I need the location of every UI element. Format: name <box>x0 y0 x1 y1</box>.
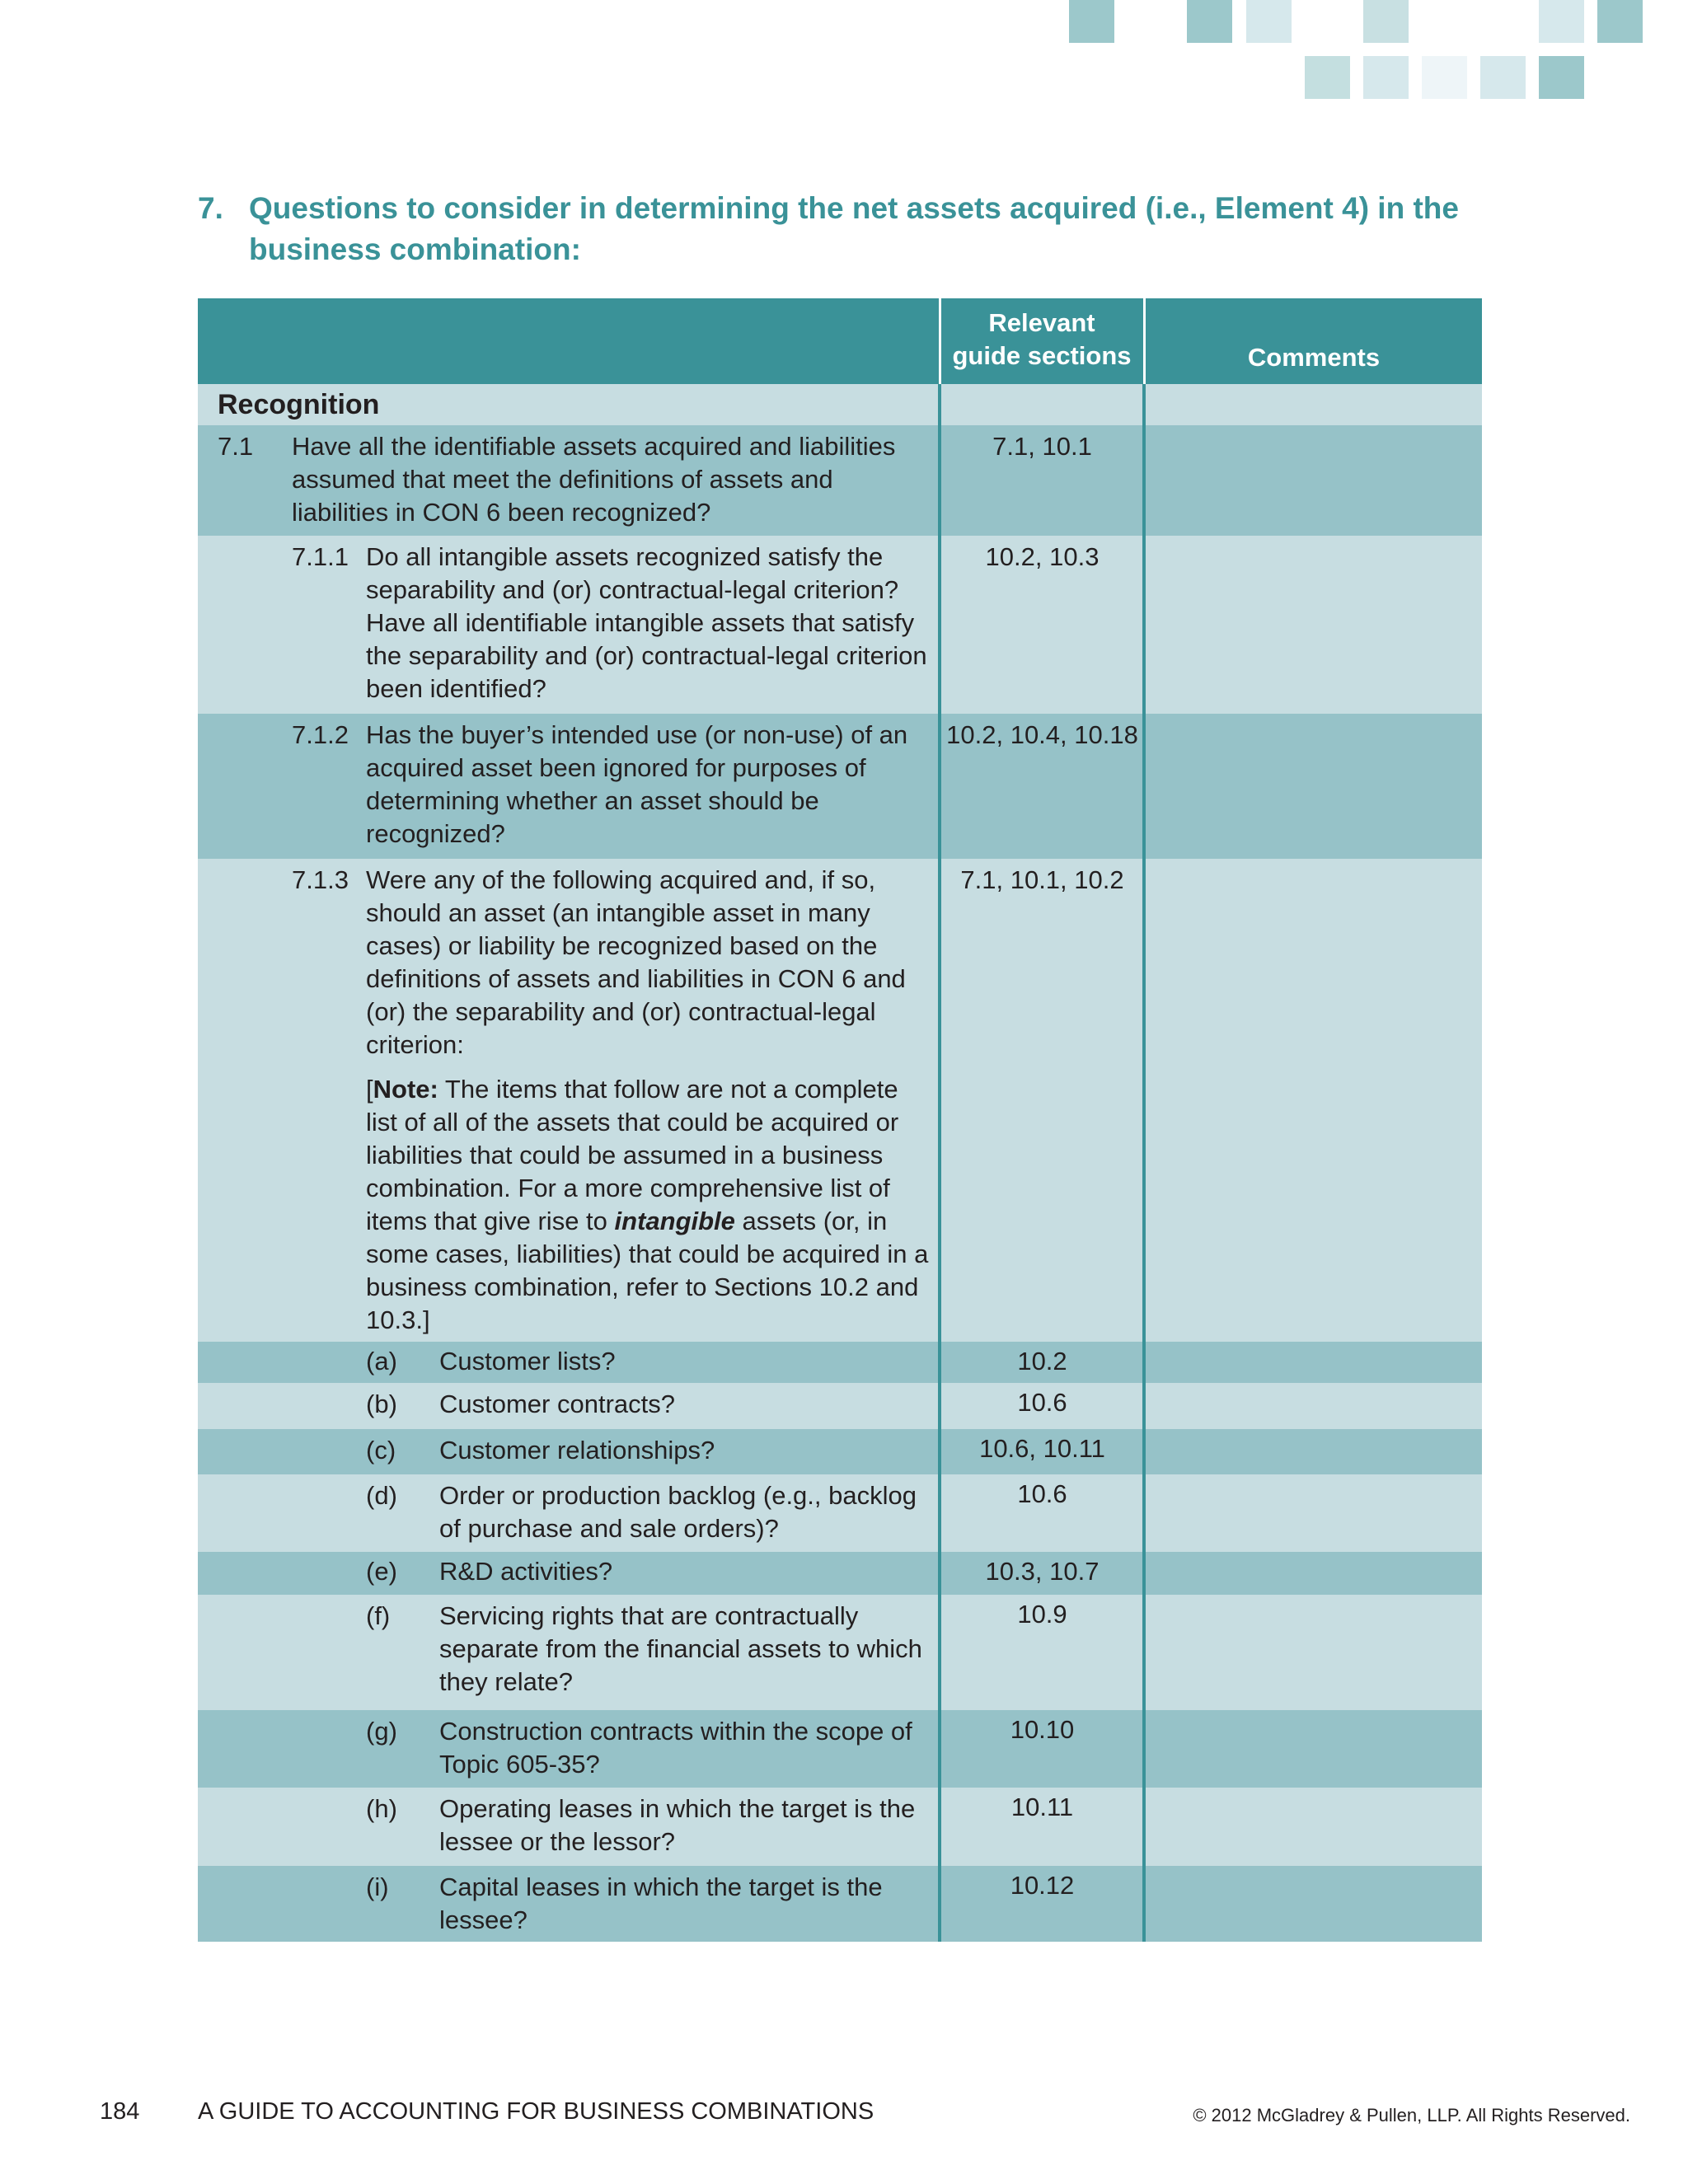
book-title: A GUIDE TO ACCOUNTING FOR BUSINESS COMBINATIONS <box>198 2098 874 2125</box>
checklist-table <box>198 298 1482 1942</box>
deco-square <box>1305 56 1350 99</box>
column-divider <box>938 1429 941 1474</box>
column-divider <box>938 714 941 859</box>
column-divider <box>1142 1788 1146 1866</box>
column-divider <box>938 1474 941 1552</box>
table-row <box>198 1866 1482 1942</box>
row-guide-ref: 10.2 <box>1017 1347 1067 1376</box>
row-number: (e) <box>366 1557 397 1586</box>
column-divider <box>1142 859 1146 1342</box>
deco-square <box>1246 0 1292 43</box>
row-number: 7.1.2 <box>292 720 349 749</box>
row-number: (f) <box>366 1601 391 1630</box>
column-divider <box>1142 1474 1146 1552</box>
row-question: Operating leases in which the target is the lessee or the lessor? <box>439 1794 916 1856</box>
table-row <box>198 1710 1482 1788</box>
column-divider <box>1142 1429 1146 1474</box>
row-number: 7.1.3 <box>292 865 349 894</box>
column-divider <box>938 1552 941 1595</box>
row-guide-ref: 10.12 <box>1010 1871 1075 1900</box>
column-divider <box>1142 425 1146 536</box>
header-col2-line1: Relevant <box>988 308 1095 337</box>
header-col2-line2: guide sections <box>952 341 1132 370</box>
row-question <box>366 864 935 1337</box>
row-guide-ref: 10.3, 10.7 <box>985 1557 1100 1586</box>
row-guide-ref: 10.2, 10.3 <box>985 542 1100 571</box>
row-number: (d) <box>366 1481 397 1510</box>
deco-square <box>1363 0 1409 43</box>
row-guide-ref: 10.11 <box>1010 1793 1074 1821</box>
table-row <box>198 536 1482 714</box>
row-note <box>366 1073 935 1337</box>
header-divider <box>939 298 941 384</box>
deco-square <box>1069 0 1114 43</box>
column-divider <box>938 859 941 1342</box>
column-divider <box>1142 714 1146 859</box>
column-divider <box>1142 536 1146 714</box>
note-emphasis: intangible <box>614 1207 735 1235</box>
row-number: 7.1 <box>218 432 254 461</box>
row-guide-ref: 10.9 <box>1017 1600 1067 1629</box>
note-text: The items that follow are not a complete list of all of the assets that could be acquired or liabilities that could be assumed in a business combination. For a more comprehensive list of items that give rise to <box>366 1075 899 1235</box>
column-divider <box>1142 384 1146 425</box>
deco-square <box>1539 0 1584 43</box>
row-guide-ref: 7.1, 10.1, 10.2 <box>960 865 1124 894</box>
row-number: (i) <box>366 1872 389 1901</box>
deco-square <box>1187 0 1232 43</box>
column-divider <box>1142 1552 1146 1595</box>
row-question: Capital leases in which the target is the lessee? <box>439 1872 883 1934</box>
column-divider <box>1142 1710 1146 1788</box>
deco-square <box>1480 56 1526 99</box>
deco-square <box>1597 0 1643 43</box>
row-question: Construction contracts within the scope of Topic 605-35? <box>439 1717 912 1779</box>
deco-square <box>1422 56 1467 99</box>
section-label: Recognition <box>218 389 380 420</box>
row-question-text: Were any of the following acquired and, if so, should an asset (an intangible asset in many cases) or liability be recognized based on the definitions of assets and liabilities in CON 6 and (or) the separability and (or) contractual-legal criterion: <box>366 865 906 1059</box>
column-divider <box>938 1866 941 1942</box>
table-row <box>198 1474 1482 1552</box>
column-divider <box>938 425 941 536</box>
row-guide-ref: 10.6, 10.11 <box>979 1434 1105 1463</box>
row-question: Has the buyer’s intended use (or non-use) of an acquired asset been ignored for purposes of determining whether an asset should be recognized? <box>366 720 908 848</box>
page-number: 184 <box>100 2098 140 2125</box>
copyright-notice: © 2012 McGladrey & Pullen, LLP. All Rights Reserved. <box>1193 2105 1630 2125</box>
table-row <box>198 1342 1482 1383</box>
column-divider <box>938 1710 941 1788</box>
column-divider <box>938 1788 941 1866</box>
row-number: (b) <box>366 1390 397 1418</box>
deco-square <box>1539 56 1584 99</box>
note-label: Note: <box>373 1075 438 1104</box>
note-bracket: [ <box>366 1075 373 1104</box>
table-row <box>198 1788 1482 1866</box>
row-number: (h) <box>366 1794 397 1823</box>
section-row-recognition <box>198 384 1482 425</box>
deco-square <box>1363 56 1409 99</box>
row-guide-ref: 10.10 <box>1010 1715 1075 1744</box>
table-row <box>198 1383 1482 1429</box>
row-guide-ref: 10.6 <box>1017 1388 1067 1417</box>
column-divider <box>938 384 941 425</box>
column-divider <box>938 1383 941 1429</box>
section-heading-text: Questions to consider in determining the net assets acquired (i.e., Element 4) in the business combination: <box>249 191 1459 266</box>
row-number: (c) <box>366 1436 396 1465</box>
table-row <box>198 425 1482 536</box>
row-question: Customer relationships? <box>439 1436 715 1465</box>
header-relevant-guide-sections <box>940 307 1144 373</box>
table-row <box>198 1595 1482 1710</box>
row-question: Have all the identifiable assets acquired and liabilities assumed that meet the definitions of assets and liabilities in CON 6 been recognized? <box>292 432 896 527</box>
row-number: (a) <box>366 1347 397 1376</box>
decorative-squares <box>0 0 1688 107</box>
column-divider <box>1142 1342 1146 1383</box>
row-question: Customer lists? <box>439 1347 616 1376</box>
section-heading-number: 7. <box>198 191 223 225</box>
row-question: R&D activities? <box>439 1557 613 1586</box>
row-number: 7.1.1 <box>292 542 349 571</box>
table-row <box>198 1552 1482 1595</box>
column-divider <box>1142 1595 1146 1710</box>
table-header <box>198 298 1482 384</box>
row-guide-ref: 10.6 <box>1017 1479 1067 1508</box>
row-question: Order or production backlog (e.g., backlog of purchase and sale orders)? <box>439 1481 917 1543</box>
row-guide-ref: 7.1, 10.1 <box>992 432 1092 461</box>
row-question: Customer contracts? <box>439 1390 675 1418</box>
table-row <box>198 859 1482 1342</box>
column-divider <box>1142 1383 1146 1429</box>
row-number: (g) <box>366 1717 397 1746</box>
note-text: assets (or, in some cases, liabilities) that could be acquired in a business combination, refer to Sections 10.2 and 10.3.] <box>366 1207 929 1334</box>
column-divider <box>938 1595 941 1710</box>
header-comments: Comments <box>1247 343 1381 372</box>
column-divider <box>938 536 941 714</box>
column-divider <box>1142 1866 1146 1942</box>
row-guide-ref: 10.2, 10.4, 10.18 <box>946 720 1138 749</box>
table-row <box>198 714 1482 859</box>
row-question: Servicing rights that are contractually separate from the financial assets to which they relate? <box>439 1601 922 1696</box>
column-divider <box>938 1342 941 1383</box>
table-row <box>198 1429 1482 1474</box>
row-question: Do all intangible assets recognized satisfy the separability and (or) contractual-legal criterion? Have all identifiable intangible assets that satisfy the separability and (or) contractual-legal criterion been identified? <box>366 542 927 703</box>
